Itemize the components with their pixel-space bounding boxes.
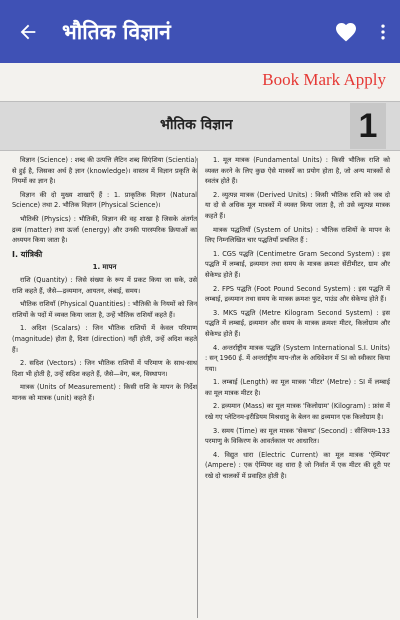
paragraph-vector: 2. सदिश (Vectors) : जिन भौतिक राशियों में परिमाण के साथ-साथ दिशा भी होती है, उन्हें सदिश कहते हैं, जैसे—वेग, बल, विस्थापन। — [12, 359, 197, 378]
paragraph-quantity: राशि (Quantity) : जिसे संख्या के रूप में प्रकट किया जा सके, उसे राशि कहते हैं, जैसे—द्रव्यमान, आयतन, लंबाई, समय। — [12, 275, 197, 295]
paragraph-derived: 2. व्युत्पन्न मात्रक (Derived Units) : किसी भौतिक राशि को जब दो या दो से अधिक मूल मात्रकों में व्यक्त किया जाता है, तो उसे व्युत्पन्न मात्रक कहते हैं। — [205, 190, 390, 220]
paragraph-unit: मात्रक (Units of Measurement) : किसी राशि के मापन के निर्देश मानक को मात्रक (unit) कहते हैं। — [12, 383, 197, 402]
heart-icon — [334, 20, 358, 44]
paragraph-mass: 2. द्रव्यमान (Mass) का मूल मात्रक 'किलोग्राम' (Kilogram) : फ्रांस में रखे गए प्लेटिनम-इरीडियम मिश्रधातु के बेलन का द्रव्यमान एक किलोग्राम है। — [205, 402, 390, 422]
section-heading: I. यांत्रिकी — [12, 249, 43, 259]
paragraph-intro: विज्ञान (Science) : शब्द की उत्पत्ति लैटिन शब्द सिएंशिया (Scientia) से हुई है, जिसका अर्थ है ज्ञान (knowledge)। वास्तव में विज्ञान प्रकृति के नियमों का ज्ञान है। — [12, 156, 197, 186]
paragraph-si: 4. अन्तर्राष्ट्रीय मात्रक पद्धति (System International S.I. Units) : सन् 1960 ई. में अन्तर्राष्ट्रीय माप-तौल के अधिवेशन में SI को स्वीकार किया गया। — [205, 343, 390, 373]
paragraph-physical-quantity: भौतिक राशियाँ (Physical Quantities) : भौतिकी के नियमों को जिन राशियों के पदों में व्यक्त किया जाता है, उन्हें भौतिक राशियाँ कहते हैं। — [12, 300, 197, 319]
back-button[interactable] — [0, 0, 56, 63]
paragraph-length: 1. लम्बाई (Length) का मूल मात्रक 'मीटर' (Metre) : SI में लम्बाई का मूल मात्रक मीटर है। — [205, 378, 390, 397]
paragraph-fundamental: 1. मूल मात्रक (Fundamental Units) : किसी भौतिक राशि को व्यक्त करने के लिए कुछ ऐसे मात्रकों का प्रयोग होता है, जो अन्य मात्रकों से स्वतंत्र होते हैं। — [205, 156, 390, 186]
page-title: भौतिक विज्ञानं — [62, 19, 171, 44]
right-text-column — [205, 155, 390, 485]
column-divider — [197, 158, 198, 618]
paragraph-current: 4. विद्युत धारा (Electric Current) का मूल मात्रक 'ऐम्पियर' (Ampere) : एक ऐम्पियर वह धारा है जो निर्वात में एक मीटर की दूरी पर रखे दो चालकों में प्रवाहित होती है। — [205, 450, 390, 481]
app-bar — [0, 0, 400, 63]
bookmark-apply-label[interactable]: Book Mark Apply — [262, 70, 386, 89]
book-page[interactable] — [0, 63, 400, 620]
arrow-left-icon — [17, 21, 39, 43]
paragraph-cgs: 1. CGS पद्धति (Centimetre Gram Second System) : इस पद्धति में लम्बाई, द्रव्यमान तथा समय के मात्रक क्रमशः सेंटीमीटर, ग्राम और सेकेण्ड होते हैं। — [205, 249, 390, 279]
overflow-menu-button[interactable] — [366, 0, 400, 63]
paragraph-systems: मात्रक पद्धतियाँ (System of Units) : भौतिक राशियों के मापन के लिए निम्नलिखित चार पद्धतियाँ प्रचलित हैं : — [205, 225, 390, 245]
paragraph-physics: भौतिकी (Physics) : भौतिकी, विज्ञान की वह शाखा है जिसके अंतर्गत द्रव्य (matter) तथा ऊर्जा (energy) और उनकी पारस्परिक क्रियाओं का अध्ययन किया जाता है। — [12, 214, 197, 245]
chapter-number: 1 — [350, 103, 386, 149]
left-text-column — [12, 155, 197, 406]
paragraph-scalar: 1. अदिश (Scalars) : जिन भौतिक राशियों में केवल परिमाण (magnitude) होता है, दिशा (direction) नहीं होती, उन्हें अदिश कहते हैं। — [12, 324, 197, 354]
subsection-heading: 1. मापन — [92, 263, 117, 272]
chapter-title: भौतिक विज्ञान — [160, 117, 233, 133]
more-vert-icon — [373, 22, 393, 42]
paragraph-time: 3. समय (Time) का मूल मात्रक 'सेकण्ड' (Second) : सीजियम-133 परमाणु के विकिरण के आवर्तकाल पर आधारित। — [205, 426, 390, 446]
paragraph-branches: विज्ञान की दो मुख्य शाखाएँ हैं : 1. प्राकृतिक विज्ञान (Natural Science) तथा 2. भौतिक विज्ञान (Physical Science)। — [12, 190, 197, 210]
paragraph-fps: 2. FPS पद्धति (Foot Pound Second System) : इस पद्धति में लम्बाई, द्रव्यमान तथा समय के मात्रक क्रमशः फुट, पाउंड और सेकेण्ड होते हैं। — [205, 284, 390, 304]
favorite-button[interactable] — [326, 0, 366, 63]
paragraph-mks: 3. MKS पद्धति (Metre Kilogram Second System) : इस पद्धति में लम्बाई, द्रव्यमान और समय के मात्रक क्रमशः मीटर, किलोग्राम और सेकेण्ड होते हैं। — [205, 308, 390, 338]
